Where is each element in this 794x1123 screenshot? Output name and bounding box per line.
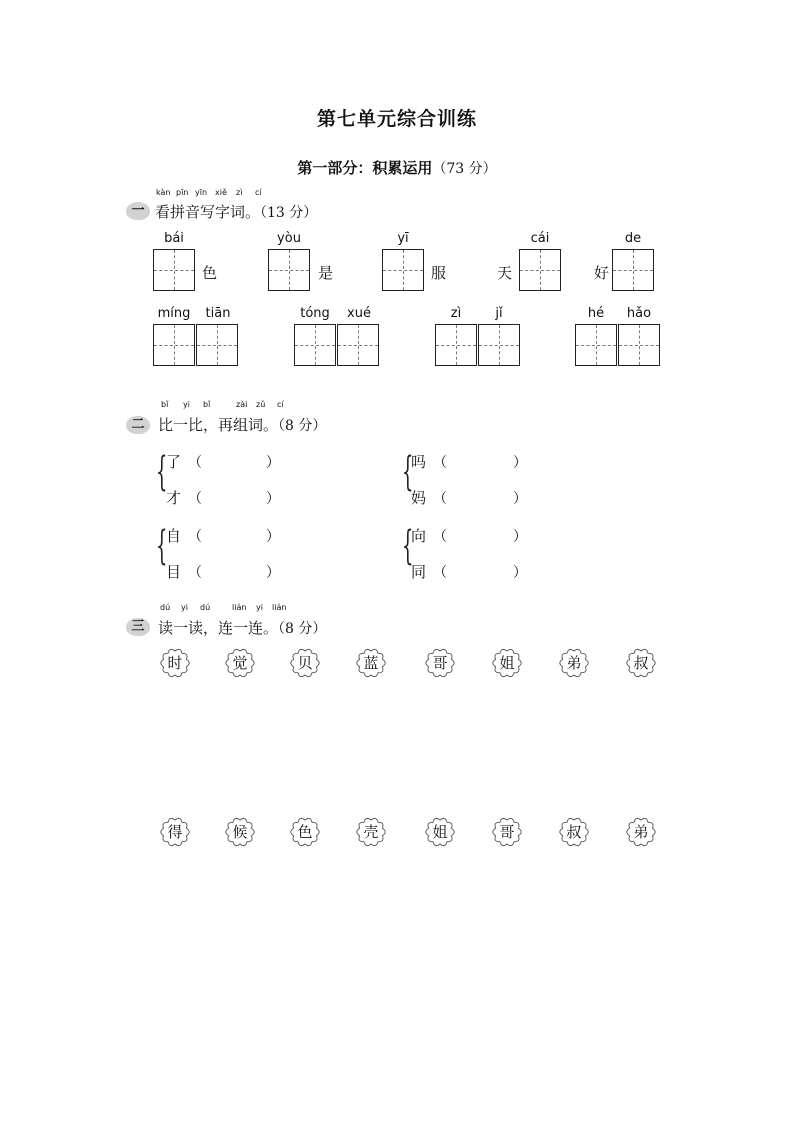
q2-title-pinyin: bǐ [203, 400, 211, 409]
q2-title-pinyin: zǔ [256, 400, 266, 409]
writing-box-pair[interactable] [294, 324, 380, 366]
answer-blank[interactable] [205, 452, 265, 470]
flower-character: 叔 [566, 823, 582, 841]
open-paren: （ [188, 529, 202, 545]
match-flower-bottom[interactable] [624, 815, 658, 849]
writing-box[interactable] [268, 249, 310, 291]
q2-title-text: 比一比，再组词。 [158, 416, 279, 434]
writing-box[interactable] [612, 249, 654, 291]
brace: { [402, 449, 414, 495]
question-1-badge: 一 [126, 202, 150, 220]
match-flower-bottom[interactable] [557, 815, 591, 849]
question-3-badge: 三 [126, 618, 150, 636]
compare-character: 了 [166, 453, 182, 471]
brace: { [156, 523, 168, 569]
flower-character: 弟 [566, 654, 582, 672]
pinyin-label: hǎo [626, 306, 652, 321]
match-flower-bottom[interactable] [490, 815, 524, 849]
q3-title-pinyin: dú [160, 603, 171, 612]
q3-title-pinyin: yi [256, 603, 263, 612]
q3-points: （8 分） [278, 621, 327, 637]
compare-character: 自 [166, 527, 182, 545]
match-flower-top[interactable] [223, 646, 257, 680]
compare-character: 目 [166, 563, 182, 581]
match-flower-bottom[interactable] [354, 815, 388, 849]
page-title: 第七单元综合训练 [316, 108, 477, 130]
match-flower-top[interactable] [624, 646, 658, 680]
match-flower-top[interactable] [557, 646, 591, 680]
q3-title-text: 读一读，连一连。 [158, 619, 279, 637]
q1-title-pinyin: xiě [215, 188, 227, 197]
q1-title-pinyin: pīn [176, 188, 189, 197]
answer-blank[interactable] [205, 526, 265, 544]
q1-title-pinyin: zì [236, 188, 243, 197]
q2-title-pinyin: zài [236, 400, 248, 409]
match-flower-bottom[interactable] [288, 815, 322, 849]
writing-box[interactable] [153, 249, 195, 291]
q1-title-pinyin: yīn [195, 188, 208, 197]
q2-title-pinyin: yi [183, 400, 190, 409]
writing-box[interactable] [382, 249, 424, 291]
pinyin-label: yòu [277, 231, 301, 246]
given-character: 好 [594, 264, 610, 282]
q2-title-pinyin: cí [277, 400, 284, 409]
pinyin-label: xué [347, 306, 371, 321]
close-paren: ） [266, 565, 280, 581]
question-1-title [155, 201, 317, 222]
q1-title-pinyin: cí [255, 188, 262, 197]
match-flower-top[interactable] [288, 646, 322, 680]
match-flower-bottom[interactable] [158, 815, 192, 849]
given-character: 天 [497, 264, 513, 282]
match-flower-bottom[interactable] [223, 815, 257, 849]
match-flower-top[interactable] [490, 646, 524, 680]
pinyin-label: míng [157, 306, 191, 321]
open-paren: （ [433, 529, 447, 545]
q1-title-pinyin: kàn [156, 188, 171, 197]
brace: { [402, 523, 414, 569]
close-paren: ） [266, 529, 280, 545]
given-character: 是 [318, 264, 334, 282]
close-paren: ） [266, 491, 280, 507]
compare-character: 才 [166, 489, 182, 507]
flower-character: 哥 [432, 654, 448, 672]
section-title [0, 157, 794, 178]
flower-character: 觉 [232, 654, 248, 672]
flower-character: 叔 [633, 654, 649, 672]
pinyin-label: tóng [300, 306, 330, 321]
answer-blank[interactable] [450, 562, 512, 580]
match-flower-bottom[interactable] [423, 815, 457, 849]
q2-points: （8 分） [278, 418, 327, 434]
open-paren: （ [188, 491, 202, 507]
question-2-title [158, 414, 326, 435]
flower-character: 哥 [499, 823, 515, 841]
q2-title-pinyin: bǐ [161, 400, 169, 409]
match-flower-top[interactable] [423, 646, 457, 680]
pinyin-label: zì [450, 306, 462, 321]
open-paren: （ [433, 491, 447, 507]
close-paren: ） [513, 491, 527, 507]
pinyin-label: de [624, 231, 642, 246]
writing-box-pair[interactable] [153, 324, 239, 366]
open-paren: （ [188, 455, 202, 471]
flower-character: 色 [297, 823, 313, 841]
answer-blank[interactable] [205, 488, 265, 506]
flower-character: 贝 [297, 654, 313, 672]
writing-box-pair[interactable] [435, 324, 521, 366]
flower-character: 得 [167, 823, 183, 841]
match-flower-top[interactable] [354, 646, 388, 680]
compare-character: 同 [411, 563, 427, 581]
section-label: 第一部分：积累运用 [297, 159, 433, 177]
q1-title-text: 看拼音写字词。 [155, 203, 261, 221]
brace: { [156, 449, 168, 495]
q3-title-pinyin: dú [200, 603, 211, 612]
close-paren: ） [513, 529, 527, 545]
section-points: （73 分） [432, 161, 497, 177]
flower-character: 姐 [432, 823, 448, 841]
compare-character: 吗 [411, 453, 427, 471]
answer-blank[interactable] [450, 526, 512, 544]
compare-character: 妈 [411, 489, 427, 507]
pinyin-label: tiān [205, 306, 231, 321]
question-3-title [158, 617, 326, 638]
writing-box[interactable] [519, 249, 561, 291]
q3-title-pinyin: lián [272, 603, 287, 612]
close-paren: ） [513, 565, 527, 581]
pinyin-label: yī [397, 231, 409, 246]
open-paren: （ [188, 565, 202, 581]
compare-character: 向 [411, 527, 427, 545]
close-paren: ） [266, 455, 280, 471]
question-2-badge: 二 [126, 416, 150, 434]
pinyin-label: cái [530, 231, 550, 246]
flower-character: 姐 [499, 654, 515, 672]
q3-title-pinyin: yi [181, 603, 188, 612]
flower-character: 壳 [363, 823, 379, 841]
writing-box-pair[interactable] [575, 324, 661, 366]
answer-blank[interactable] [205, 562, 265, 580]
q3-title-pinyin: lián [232, 603, 247, 612]
pinyin-label: hé [587, 306, 605, 321]
flower-character: 时 [167, 654, 183, 672]
flower-character: 蓝 [363, 654, 379, 672]
open-paren: （ [433, 455, 447, 471]
answer-blank[interactable] [450, 452, 512, 470]
open-paren: （ [433, 565, 447, 581]
given-character: 色 [202, 264, 218, 282]
close-paren: ） [513, 455, 527, 471]
match-flower-top[interactable] [158, 646, 192, 680]
pinyin-label: bái [164, 231, 184, 246]
given-character: 服 [431, 264, 447, 282]
answer-blank[interactable] [450, 488, 512, 506]
q1-points: （13 分） [260, 205, 318, 221]
pinyin-label: jǐ [495, 306, 503, 321]
flower-character: 弟 [633, 823, 649, 841]
flower-character: 候 [232, 823, 248, 841]
